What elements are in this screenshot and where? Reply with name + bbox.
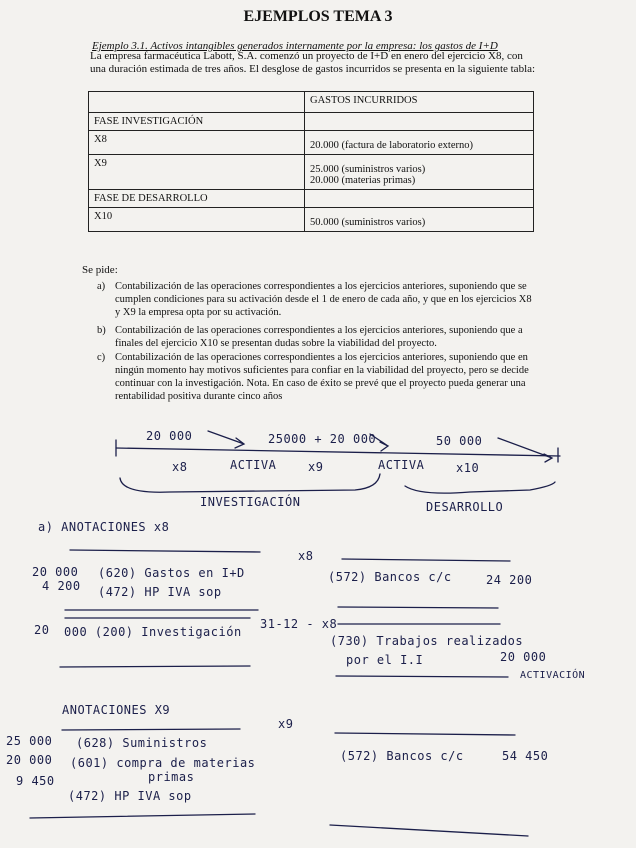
hw-amount: 25 000 xyxy=(6,734,53,748)
rule xyxy=(342,559,510,561)
timeline-line xyxy=(116,448,560,456)
rule xyxy=(330,825,528,836)
hw-activa: ACTIVA xyxy=(230,458,277,472)
row-label: FASE DE DESARROLLO xyxy=(89,190,305,208)
hw-account: (472) HP IVA sop xyxy=(98,585,222,599)
hw-heading-a: a) ANOTACIONES x8 xyxy=(38,520,170,534)
row-value: 50.000 (suministros varios) xyxy=(305,208,534,232)
hw-amount: 20 000 xyxy=(500,650,547,664)
row-label: FASE INVESTIGACIÓN xyxy=(89,113,305,131)
hw-note: ACTIVACIÓN xyxy=(520,670,586,681)
hw-account: (601) compra de materias xyxy=(70,756,256,770)
arrow-1 xyxy=(208,431,244,448)
hw-desarrollo: DESARROLLO xyxy=(426,500,504,514)
row-label: X10 xyxy=(89,208,305,232)
hw-amount: 9 450 xyxy=(16,774,55,788)
hw-account: (572) Bancos c/c xyxy=(328,570,452,584)
row-label: X9 xyxy=(89,155,305,190)
requirement-text: Contabilización de las operaciones correspondientes a los ejercicios anteriores, suponiendo que en ningún momento hay motivos suficientes para confiar en la viabilidad del proyecto, pero se decide continuar con la investigación. Nota. En caso de éxito se prevé que el proyecto pueda generar una rentabilidad positiva durante cinco años xyxy=(115,352,529,402)
hw-account: por el I.I xyxy=(346,653,424,667)
requirement-text: Contabilización de las operaciones correspondientes a los ejercicios anteriores, suponiendo que se cumplen condiciones para su activación desde el 1 de enero de cada año, y que en los ejercicios X8 y X9 la empresa opta por su activación. xyxy=(115,281,532,318)
hw-amount: 4 200 xyxy=(42,579,81,593)
row-value: 25.000 (suministros varios) xyxy=(310,164,426,175)
rule xyxy=(30,814,255,818)
hw-account: (620) Gastos en I+D xyxy=(98,566,245,580)
table-header-cell: GASTOS INCURRIDOS xyxy=(305,92,534,113)
hw-year: x8 xyxy=(172,460,188,474)
hw-account: primas xyxy=(148,770,195,784)
rule xyxy=(335,733,515,735)
intro-paragraph: La empresa farmacéutica Labott, S.A. comenzó un proyecto de I+D en enero del ejercicio X8, con una duración estimada de tres años. El desglose de gastos incurridos se presenta en la siguiente tabla: xyxy=(90,50,536,75)
row-label: X8 xyxy=(89,131,305,155)
page-title: EJEMPLOS TEMA 3 xyxy=(243,8,393,25)
requirement-text: Contabilización de las operaciones correspondientes a los ejercicios anteriores, suponiendo que a finales del ejercicio X10 se presentan dudas sobre la viabilidad del proyecto. xyxy=(115,325,523,349)
row-value: 20.000 (materias primas) xyxy=(310,175,416,186)
hw-year: x9 xyxy=(308,460,324,474)
hw-amount: 20 000 xyxy=(146,429,193,443)
hw-account: (628) Suministros xyxy=(76,736,208,750)
rule xyxy=(338,607,498,608)
hw-amount: 20 xyxy=(34,623,50,637)
requirement-label: a) xyxy=(97,281,106,292)
hw-amount: 20 000 xyxy=(32,565,79,579)
hw-amount: 54 450 xyxy=(502,749,549,763)
hw-investigacion: INVESTIGACIÓN xyxy=(200,495,301,509)
rule xyxy=(62,729,240,730)
brace-investigacion xyxy=(120,474,380,492)
hw-year: x8 xyxy=(298,549,314,563)
hw-amount: 20 000 xyxy=(6,753,53,767)
brace-desarrollo xyxy=(405,482,555,493)
arrow-3 xyxy=(498,438,552,462)
hw-account: (730) Trabajos realizados xyxy=(330,634,524,648)
hw-account: (472) HP IVA sop xyxy=(68,789,192,803)
hw-account: 000 (200) Investigación xyxy=(64,625,242,639)
rule xyxy=(336,676,508,677)
hw-activa: ACTIVA xyxy=(378,458,425,472)
se-pide-label: Se pide: xyxy=(82,264,118,276)
hw-date: 31-12 - x8 xyxy=(260,617,338,631)
requirement-label: b) xyxy=(97,325,106,336)
hw-account: (572) Bancos c/c xyxy=(340,749,464,763)
hw-amount: 25000 + 20 000 xyxy=(268,432,377,446)
row-value: 20.000 (factura de laboratorio externo) xyxy=(305,131,534,155)
rule xyxy=(70,550,260,552)
hw-amount: 50 000 xyxy=(436,434,483,448)
requirement-label: c) xyxy=(97,352,106,363)
rule xyxy=(60,666,250,667)
hw-heading-x9: ANOTACIONES X9 xyxy=(62,703,171,717)
example-heading: Ejemplo 3.1. Activos intangibles generados internamente por la empresa: los gastos de I+D xyxy=(92,40,498,52)
hw-amount: 24 200 xyxy=(486,573,533,587)
hw-year: x9 xyxy=(278,717,294,731)
hw-year: x10 xyxy=(456,461,480,475)
